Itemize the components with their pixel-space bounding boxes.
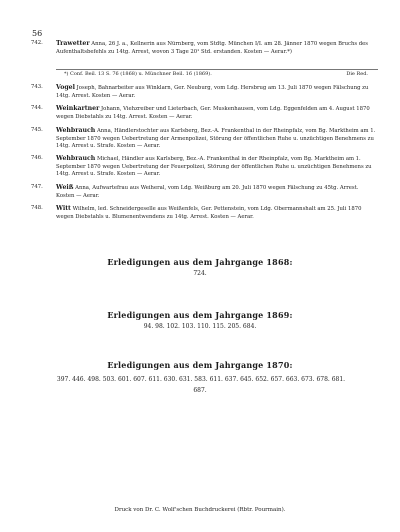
entry-text: Wilhelm, led. Schneidergeselle aus Weißenfels, Ger. Pettenstein, vom Ldg. Obermannshalt am 25. Juli 1870 wegen Diebstahls u. Blumenentwendens zu 14tg. Arrest. Kosten — Aerar.: [56, 206, 362, 220]
footnote-rule: [56, 69, 378, 70]
section-numbers-1870-line2: 687.: [193, 387, 207, 394]
section-heading-1869: Erledigungen aus dem Jahrgange 1869:: [107, 310, 293, 320]
entry-name: Trawetter: [56, 40, 90, 47]
entry-text: Anna, Aufwartefrau aus Weiheral, vom Ldg. Weißburg am 20. Juli 1870 wegen Fälschung zu 45tg. Arrest. Kosten — Aerar.: [56, 185, 359, 199]
entry-number: 747.: [31, 184, 43, 190]
entry-text: Michael, Händler aus Karlsberg, Bez.-A. Frankenthal in der Rheinpfalz, vom Bg. Marktheim am 1. September 1870 wegen Uebertretung der Feuerpolizei, Störung der öffentlichen Ruhe u. unzüchtigen Benehmens zu 14tg. Arrest u. Strafe. Kosten — Aerar.: [56, 156, 372, 178]
footnote: [64, 71, 368, 77]
entry-text: Anna, Händlerstochter aus Karlsberg, Bez.-A. Frankenthal in der Rheinpfalz, vom Bg. Marktheim am 1. September 1870 wegen Uebertretung der Armenpolizei, Störung der öffentlichen Ruhe u. unzüchtigen Benehmens zu 14tg. Arrest u. Strafe. Kosten — Aerar.: [56, 128, 376, 150]
printer-imprint: Druck von Dr. C. Wolf'schen Buchdruckerei (Rbtr. Pourmain).: [114, 507, 286, 513]
entry-748: [31, 205, 378, 221]
section-heading-1870: Erledigungen aus dem Jahrgange 1870:: [107, 360, 293, 370]
section-numbers-1869: 94. 98. 102. 103. 110. 115. 205. 684.: [143, 323, 257, 330]
entry-746: [31, 155, 378, 179]
entry-number: 744.: [31, 105, 43, 111]
entry-name: Wehbrauch: [56, 127, 96, 134]
entry-number: 748.: [31, 205, 43, 211]
section-numbers-1870-line1: 397. 446. 498. 503. 601. 607. 611. 630. 631. 583. 611. 637. 645. 652. 657. 663. 673. 678. 681.: [56, 376, 346, 383]
entry-text: Anna, 26 J. a., Kellnerin aus Nürnberg, vom Stdtg. München I/I. am 28. Jänner 1870 wegen Bruchs des Aufenthaltsbefehls zu 14tg. Arrest, wovon 3 Tage 20¹ Std. erstanden. Kosten — Aerar.*): [56, 41, 369, 55]
footnote-text: *) Conf. Beil. 13 S. 76 (1868) u. Münchner Beil. 16 (1869).: [64, 71, 212, 77]
section-numbers-1868: 724.: [193, 270, 207, 277]
entry-number: 746.: [31, 155, 43, 161]
entry-text: Joseph, Bahnarbeiter aus Winklarn, Ger. Neuburg, vom Ldg. Hersbrug am 13. Juli 1870 wegen Fälschung zu 14tg. Arrest. Kosten — Aerar.: [56, 85, 369, 99]
entry-747: [31, 184, 378, 200]
entry-name: Witt: [56, 205, 71, 212]
entry-743: [31, 84, 378, 100]
section-heading-1868: Erledigungen aus dem Jahrgange 1868:: [107, 257, 293, 267]
entry-number: 745.: [31, 127, 43, 133]
entry-745: [31, 127, 378, 151]
entry-number: 743.: [31, 84, 43, 90]
footnote-signature: Die Red.: [346, 71, 368, 77]
entry-number: 742.: [31, 40, 43, 46]
page-number: 56: [32, 29, 43, 38]
entry-name: Vogel: [56, 84, 75, 91]
entry-text: Johann, Viehzreiber und Lieterbach, Ger. Muskenhausen, vom Ldg. Eggenfelden am 4. August 1870 wegen Diebstahls zu 14tg. Arrest. Kosten — Aerar.: [56, 106, 370, 120]
entry-name: Weinkartner: [56, 105, 100, 112]
entry-742: [31, 40, 378, 56]
entry-744: [31, 105, 378, 121]
entry-name: Weiß: [56, 184, 74, 191]
entry-name: Wehbrauch: [56, 155, 96, 162]
